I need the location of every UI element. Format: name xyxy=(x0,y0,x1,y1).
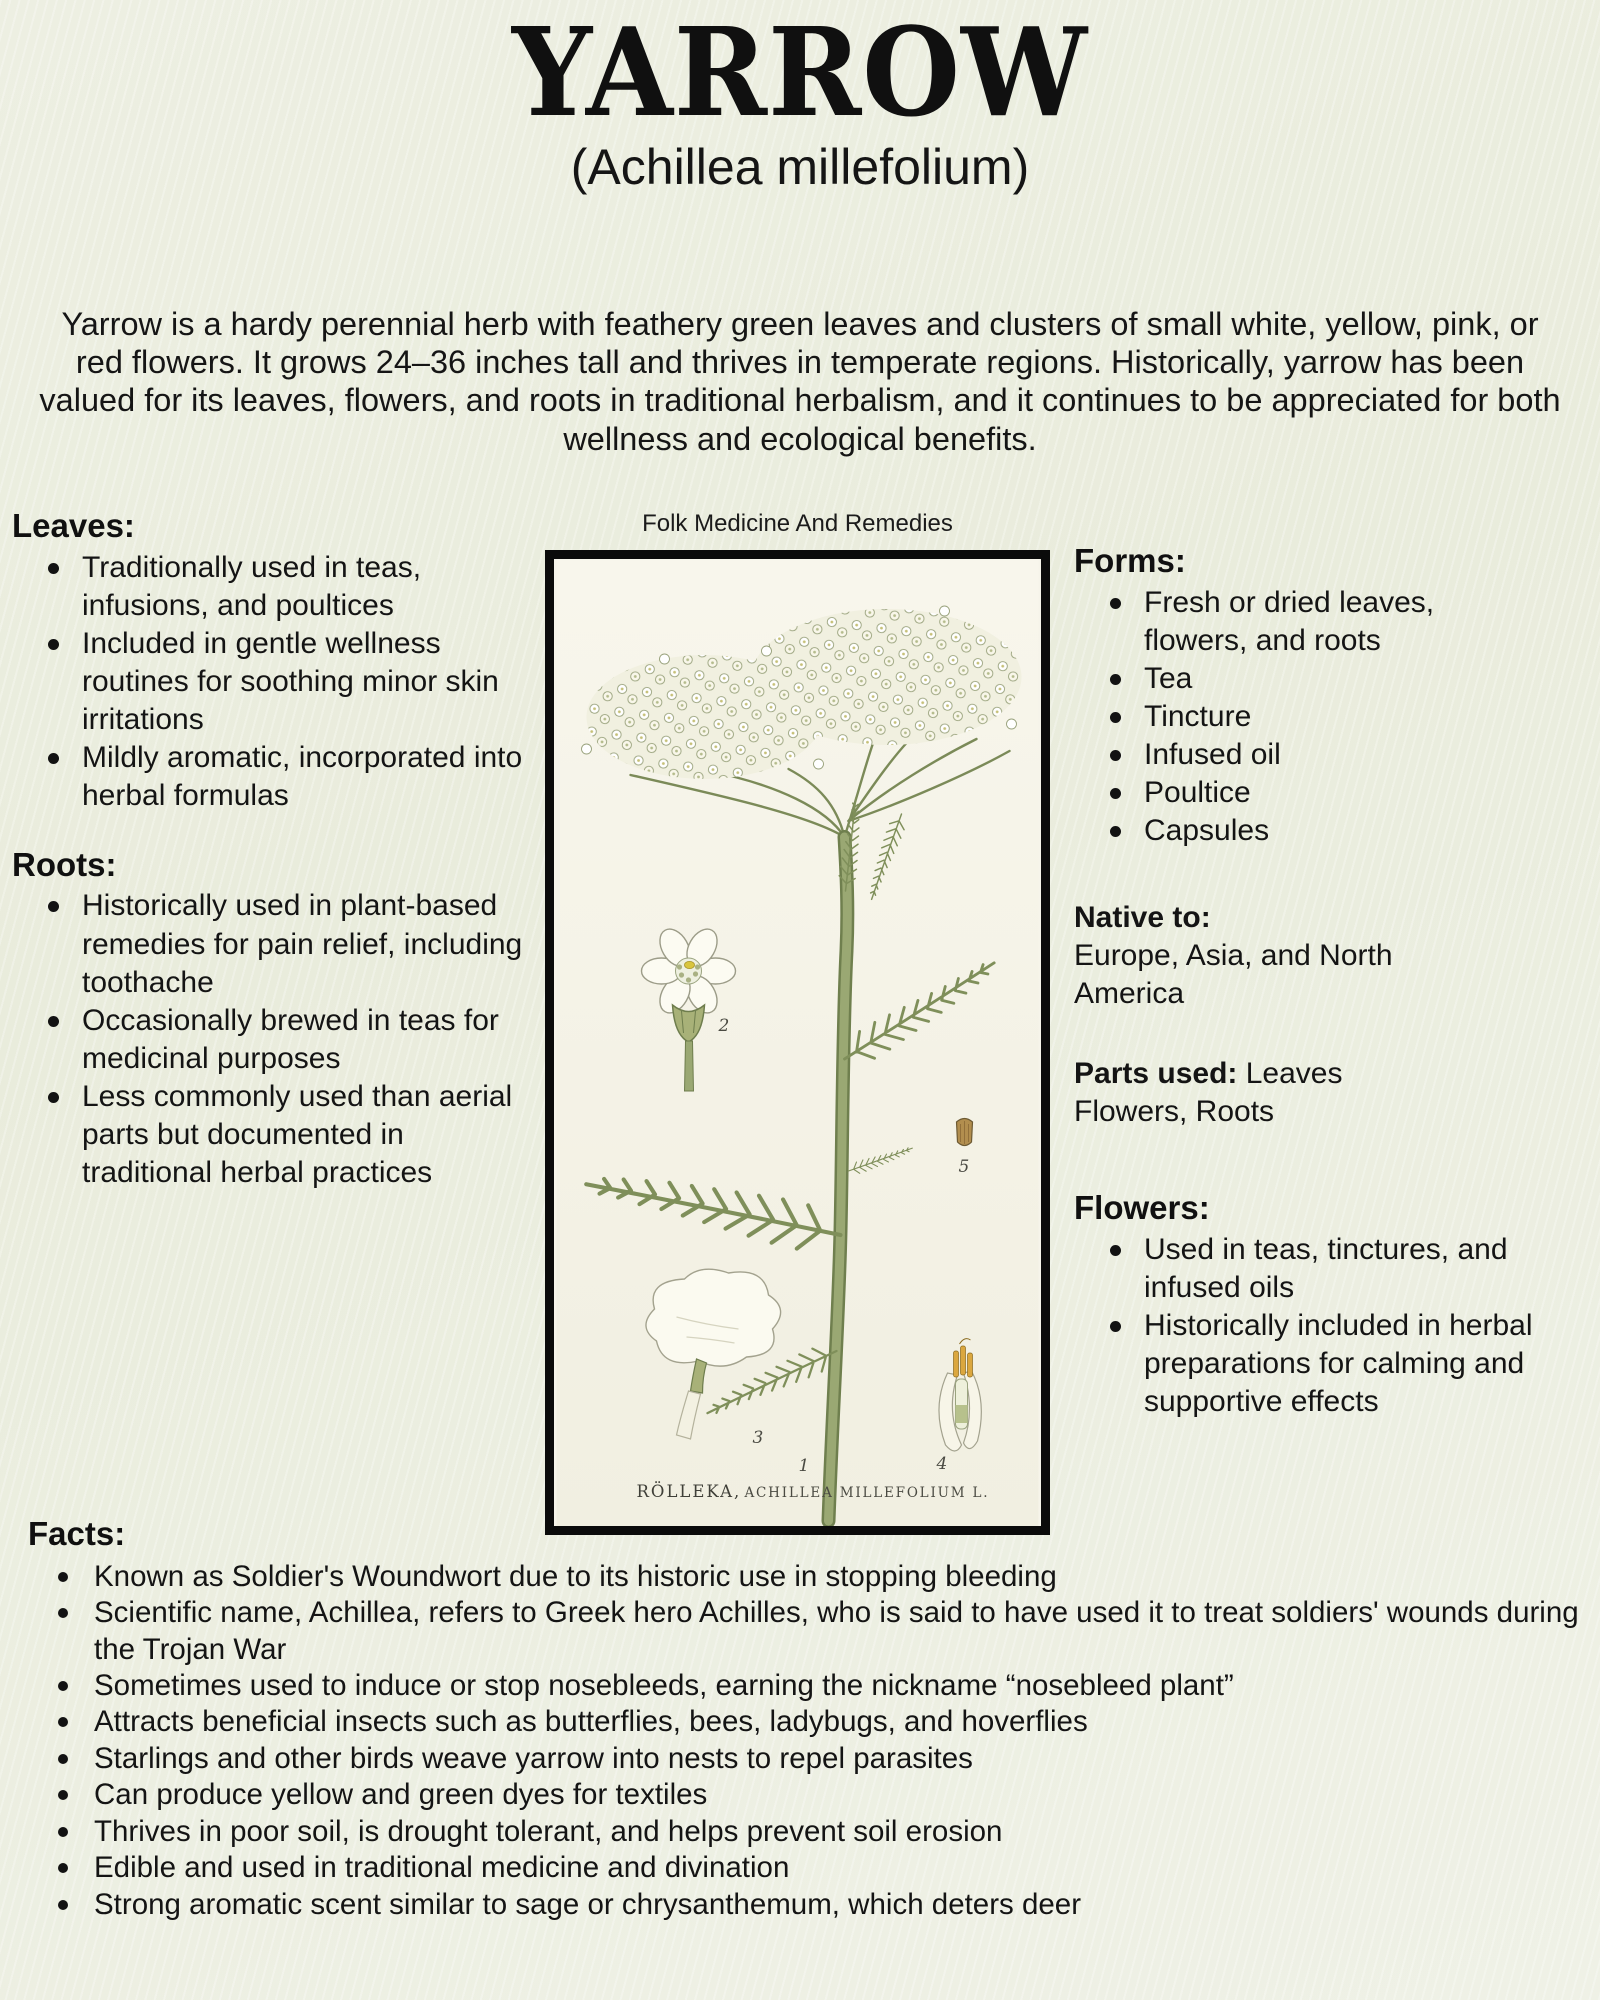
list-item: Used in teas, tinctures, and infused oils xyxy=(1102,1231,1544,1307)
leaves-list xyxy=(12,549,537,816)
leaves-heading: Leaves: xyxy=(12,507,135,544)
list-item: Known as Soldier's Woundwort due to its historic use in stopping bleeding xyxy=(94,1559,1583,1595)
seed-detail-figure xyxy=(957,1119,973,1146)
list-item: Fresh or dried leaves, flowers, and roots xyxy=(1102,584,1544,660)
spacer xyxy=(1074,1013,1544,1055)
flower-cluster-right xyxy=(752,609,1022,745)
forms-list xyxy=(1074,584,1544,851)
plate-caption-species: ACHILLEA MILLEFOLIUM L. xyxy=(744,1485,990,1501)
list-item: Mildly aromatic, incorporated into herbal formulas xyxy=(40,739,537,815)
list-item: Tincture xyxy=(1102,698,1544,736)
figure-number-flower: 2 xyxy=(718,1016,730,1036)
list-item: Poultice xyxy=(1102,774,1544,812)
list-item: Historically used in plant-based remedies for pain relief, including toothache xyxy=(40,887,537,1001)
list-item: Traditionally used in teas, infusions, and poultices xyxy=(40,549,537,625)
page-subtitle: (Achillea millefolium) xyxy=(570,139,1030,195)
roots-heading: Roots: xyxy=(12,845,117,883)
flowers-heading: Flowers: xyxy=(1074,1189,1210,1227)
spacer xyxy=(12,816,537,844)
native-to-value: Europe, Asia, and North America xyxy=(1074,938,1393,1010)
list-item: Capsules xyxy=(1102,812,1544,850)
left-column xyxy=(12,505,537,1192)
forms-heading: Forms: xyxy=(1074,542,1186,579)
roots-list xyxy=(12,887,537,1192)
facts-section xyxy=(28,1514,1583,1923)
figure-number-seed: 5 xyxy=(958,1157,970,1177)
flowers-list xyxy=(1074,1231,1544,1421)
parts-used-value-line2: Flowers, Roots xyxy=(1074,1094,1275,1128)
parts-used-label: Parts used: xyxy=(1074,1056,1238,1090)
intro-paragraph: Yarrow is a hardy perennial herb with feathery green leaves and clusters of small white, yellow, pink, or red flowers. It grows 24–36 inches tall and thrives in temperate regions. Historically, yarrow has been valued for its leaves, flowers, and roots in traditional herbalism, and it continues to be appreciated for both wellness and ecological benefits. xyxy=(39,305,1561,457)
list-item: Historically included in herbal preparations for calming and supportive effects xyxy=(1102,1307,1544,1421)
native-to-label: Native to: xyxy=(1074,900,1211,934)
plate-caption-name: RÖLLEKA, xyxy=(636,1482,742,1501)
list-item: Less commonly used than aerial parts but documented in traditional herbal practices xyxy=(40,1078,537,1192)
list-item: Sometimes used to induce or stop nosebleeds, earning the nickname “nosebleed plant” xyxy=(94,1668,1583,1704)
list-item: Included in gentle wellness routines for soothing minor skin irritations xyxy=(40,625,537,739)
list-item: Strong aromatic scent similar to sage or chrysanthemum, which deters deer xyxy=(94,1887,1583,1923)
list-item: Attracts beneficial insects such as butterflies, bees, ladybugs, and hoverflies xyxy=(94,1704,1583,1740)
botanical-illustration xyxy=(554,559,1041,1526)
list-item: Infused oil xyxy=(1102,736,1544,774)
spacer xyxy=(1074,851,1544,899)
list-item: Tea xyxy=(1102,660,1544,698)
parts-used-block xyxy=(1074,1055,1544,1131)
botanical-plate-frame xyxy=(545,550,1050,1535)
native-to-block xyxy=(1074,899,1544,1013)
figure-number-floret: 4 xyxy=(936,1454,948,1474)
list-item: Thrives in poor soil, is drought tolerant, and helps prevent soil erosion xyxy=(94,1814,1583,1850)
figure-number-main: 1 xyxy=(798,1456,810,1476)
spacer xyxy=(1074,1131,1544,1187)
right-column xyxy=(1074,540,1544,1421)
figure-top-caption: Folk Medicine And Remedies xyxy=(642,510,953,537)
facts-heading: Facts: xyxy=(28,1515,126,1552)
list-item: Can produce yellow and green dyes for textiles xyxy=(94,1777,1583,1813)
figure-number-petal: 3 xyxy=(752,1428,764,1448)
list-item: Scientific name, Achillea, refers to Greek hero Achilles, who is said to have used it to treat soldiers' wounds during the Trojan War xyxy=(94,1595,1583,1668)
parts-used-value-line1: Leaves xyxy=(1245,1056,1343,1090)
list-item: Edible and used in traditional medicine and divination xyxy=(94,1850,1583,1886)
facts-list xyxy=(28,1559,1583,1923)
page-title: YARROW xyxy=(512,0,1088,144)
list-item: Starlings and other birds weave yarrow into nests to repel parasites xyxy=(94,1741,1583,1777)
list-item: Occasionally brewed in teas for medicinal purposes xyxy=(40,1002,537,1078)
